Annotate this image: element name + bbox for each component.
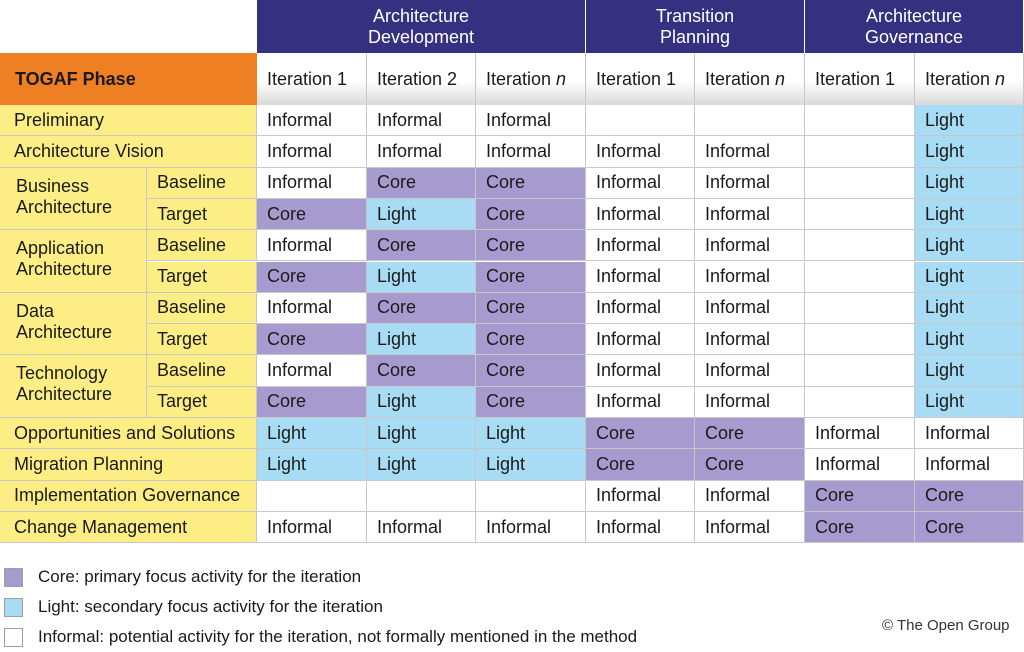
matrix-cell: Informal xyxy=(367,105,476,136)
matrix-cell: Core xyxy=(915,512,1024,543)
matrix-cell: Core xyxy=(695,449,805,480)
group-header-2: Architecture Governance xyxy=(805,0,1024,53)
sub-phase-label: Target xyxy=(147,324,257,355)
iteration-header xyxy=(476,53,586,105)
matrix-cell: Core xyxy=(476,230,586,261)
matrix-cell: Informal xyxy=(257,293,367,324)
matrix-cell: Core xyxy=(695,418,805,449)
iteration-header xyxy=(257,53,367,105)
matrix-cell: Light xyxy=(257,418,367,449)
matrix-cell: Core xyxy=(476,168,586,199)
matrix-cell: Informal xyxy=(367,512,476,543)
matrix-cell: Core xyxy=(476,324,586,355)
matrix-cell: Light xyxy=(367,199,476,230)
phase-group-label: Data Architecture xyxy=(0,293,147,356)
phase-label: Migration Planning xyxy=(0,449,257,480)
matrix-cell: Informal xyxy=(695,199,805,230)
iteration-number: n xyxy=(995,68,1006,89)
sub-phase-label: Target xyxy=(147,199,257,230)
matrix-cell: Informal xyxy=(695,230,805,261)
iteration-prefix: Iteration xyxy=(705,68,771,89)
matrix-cell: Informal xyxy=(586,136,695,167)
iteration-prefix: Iteration xyxy=(267,68,333,89)
iteration-header xyxy=(915,53,1024,105)
iteration-header xyxy=(805,53,915,105)
group-header-1: Transition Planning xyxy=(586,0,805,53)
matrix-cell xyxy=(805,387,915,418)
matrix-cell: Core xyxy=(367,230,476,261)
phase-group-label: Technology Architecture xyxy=(0,355,147,418)
matrix-cell: Informal xyxy=(476,105,586,136)
matrix-cell: Informal xyxy=(586,262,695,293)
matrix-cell: Core xyxy=(257,324,367,355)
phase-group-label: Application Architecture xyxy=(0,230,147,293)
sub-phase-label: Baseline xyxy=(147,355,257,386)
matrix-cell: Light xyxy=(915,168,1024,199)
matrix-cell: Light xyxy=(367,262,476,293)
iteration-prefix: Iteration xyxy=(377,68,443,89)
matrix-cell: Light xyxy=(915,324,1024,355)
matrix-cell: Light xyxy=(915,387,1024,418)
matrix-cell: Informal xyxy=(695,293,805,324)
iteration-number: n xyxy=(556,68,567,89)
iteration-header xyxy=(367,53,476,105)
matrix-cell: Core xyxy=(257,199,367,230)
legend-text: Light: secondary focus activity for the iteration xyxy=(38,597,383,616)
sub-phase-label: Baseline xyxy=(147,230,257,261)
matrix-cell xyxy=(367,481,476,512)
iteration-number: 2 xyxy=(447,68,458,89)
sub-phase-label: Target xyxy=(147,262,257,293)
matrix-cell: Core xyxy=(257,387,367,418)
phase-label: Implementation Governance xyxy=(0,481,257,512)
legend-text: Informal: potential activity for the iteration, not formally mentioned in the method xyxy=(38,627,638,646)
matrix-cell: Informal xyxy=(586,168,695,199)
matrix-cell: Core xyxy=(805,481,915,512)
matrix-cell: Informal xyxy=(586,230,695,261)
matrix-cell xyxy=(805,105,915,136)
matrix-cell: Informal xyxy=(586,355,695,386)
matrix-cell: Informal xyxy=(257,136,367,167)
matrix-cell: Informal xyxy=(695,262,805,293)
matrix-cell: Informal xyxy=(586,293,695,324)
matrix-cell xyxy=(476,481,586,512)
matrix-cell: Informal xyxy=(586,387,695,418)
matrix-cell: Informal xyxy=(257,105,367,136)
matrix-cell: Light xyxy=(476,449,586,480)
matrix-cell: Core xyxy=(476,355,586,386)
matrix-cell: Light xyxy=(915,199,1024,230)
legend-item xyxy=(4,627,637,647)
matrix-cell: Informal xyxy=(257,168,367,199)
matrix-cell: Core xyxy=(476,293,586,324)
phase-label: Opportunities and Solutions xyxy=(0,418,257,449)
matrix-cell: Informal xyxy=(586,324,695,355)
iteration-header xyxy=(586,53,695,105)
matrix-cell: Informal xyxy=(367,136,476,167)
matrix-cell xyxy=(586,105,695,136)
matrix-cell: Informal xyxy=(915,449,1024,480)
matrix-cell: Core xyxy=(367,293,476,324)
phase-label: Change Management xyxy=(0,512,257,543)
matrix-cell: Light xyxy=(915,136,1024,167)
matrix-cell: Light xyxy=(367,418,476,449)
matrix-cell: Light xyxy=(915,105,1024,136)
sub-phase-label: Baseline xyxy=(147,168,257,199)
iteration-prefix: Iteration xyxy=(815,68,881,89)
matrix-cell: Informal xyxy=(586,481,695,512)
matrix-cell: Core xyxy=(586,449,695,480)
matrix-cell xyxy=(805,168,915,199)
matrix-cell: Informal xyxy=(695,481,805,512)
matrix-cell xyxy=(257,481,367,512)
legend-item xyxy=(4,567,361,587)
matrix-cell: Informal xyxy=(805,449,915,480)
legend-text: Core: primary focus activity for the iteration xyxy=(38,567,362,586)
matrix-cell xyxy=(805,355,915,386)
iteration-number: 1 xyxy=(337,68,348,89)
matrix-cell: Core xyxy=(476,387,586,418)
matrix-cell: Informal xyxy=(586,199,695,230)
matrix-cell: Informal xyxy=(695,512,805,543)
matrix-cell: Informal xyxy=(476,512,586,543)
matrix-cell: Informal xyxy=(695,324,805,355)
legend-item xyxy=(4,597,383,617)
matrix-cell: Core xyxy=(476,262,586,293)
matrix-cell: Informal xyxy=(257,355,367,386)
group-header-0: Architecture Development xyxy=(257,0,586,53)
copyright-notice: © The Open Group xyxy=(882,617,1010,634)
matrix-cell: Core xyxy=(367,168,476,199)
togaf-phase-header: TOGAF Phase xyxy=(0,53,257,105)
iteration-prefix: Iteration xyxy=(486,68,552,89)
sub-phase-label: Baseline xyxy=(147,293,257,324)
matrix-cell: Informal xyxy=(915,418,1024,449)
matrix-cell: Informal xyxy=(695,168,805,199)
matrix-cell: Core xyxy=(915,481,1024,512)
matrix-cell: Light xyxy=(367,387,476,418)
matrix-cell xyxy=(805,199,915,230)
sub-phase-label: Target xyxy=(147,387,257,418)
matrix-cell xyxy=(805,136,915,167)
matrix-cell xyxy=(805,230,915,261)
iteration-number: n xyxy=(775,68,786,89)
phase-label: Preliminary xyxy=(0,105,257,136)
legend-swatch-light xyxy=(4,598,23,617)
matrix-cell: Informal xyxy=(695,387,805,418)
matrix-cell: Light xyxy=(915,293,1024,324)
matrix-cell: Informal xyxy=(695,355,805,386)
phase-group-label: Business Architecture xyxy=(0,168,147,231)
matrix-cell: Informal xyxy=(586,512,695,543)
matrix-cell xyxy=(695,105,805,136)
matrix-cell: Core xyxy=(257,262,367,293)
matrix-cell: Light xyxy=(257,449,367,480)
matrix-cell: Light xyxy=(915,355,1024,386)
matrix-cell: Core xyxy=(476,199,586,230)
matrix-cell: Informal xyxy=(257,512,367,543)
legend-swatch-informal xyxy=(4,628,23,647)
matrix-cell: Informal xyxy=(805,418,915,449)
matrix-cell: Informal xyxy=(257,230,367,261)
iteration-number: 1 xyxy=(666,68,677,89)
matrix-cell xyxy=(805,293,915,324)
iteration-number: 1 xyxy=(885,68,896,89)
matrix-cell: Light xyxy=(367,324,476,355)
matrix-cell: Light xyxy=(915,230,1024,261)
phase-label: Architecture Vision xyxy=(0,136,257,167)
iteration-prefix: Iteration xyxy=(596,68,662,89)
matrix-cell: Core xyxy=(805,512,915,543)
matrix-cell: Core xyxy=(586,418,695,449)
matrix-cell xyxy=(805,262,915,293)
iteration-prefix: Iteration xyxy=(925,68,991,89)
matrix-cell: Light xyxy=(915,262,1024,293)
matrix-cell xyxy=(805,324,915,355)
legend-swatch-core xyxy=(4,568,23,587)
matrix-cell: Informal xyxy=(695,136,805,167)
matrix-cell: Core xyxy=(367,355,476,386)
iteration-header xyxy=(695,53,805,105)
matrix-cell: Informal xyxy=(476,136,586,167)
matrix-cell: Light xyxy=(367,449,476,480)
matrix-cell: Light xyxy=(476,418,586,449)
